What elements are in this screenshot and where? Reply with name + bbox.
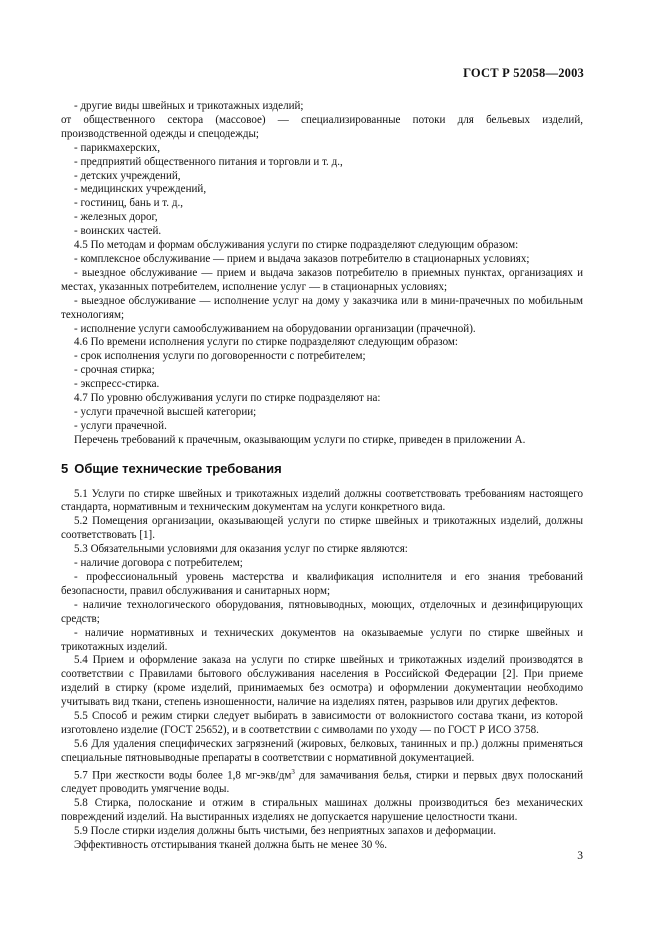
superscript: 3	[291, 767, 295, 776]
list-item: - железных дорог,	[74, 211, 158, 224]
list-item: - парикмахерских,	[74, 141, 161, 154]
section-title: Общие технические требования	[74, 460, 282, 476]
standard-header: ГОСТ Р 52058—2003	[463, 66, 584, 80]
section-5-body	[61, 488, 583, 853]
list-item: - наличие нормативных и технических документов на оказываемые услуги по стирке швейных и трикотажных изделий.	[61, 626, 583, 653]
list-item: - предприятий общественного питания и торговли и т. д.,	[74, 155, 343, 168]
paragraph: Перечень требований к прачечным, оказывающим услуги по стирке, приведен в приложении А.	[74, 433, 526, 446]
list-item: - детских учреждений,	[74, 169, 181, 182]
section-4-continuation	[61, 100, 583, 448]
section-5-heading	[61, 462, 583, 476]
list-item: - комплексное обслуживание — прием и выдача заказов потребителю в стационарных условиях;	[74, 252, 530, 265]
list-item: - срок исполнения услуги по договоренности с потребителем;	[74, 350, 366, 363]
list-item: - медицинских учреждений,	[74, 183, 207, 196]
clause-text: 5.7 При жесткости воды более 1,8 мг-экв/дм	[74, 769, 292, 782]
list-item: - наличие договора с потребителем;	[74, 557, 243, 570]
list-item: - выездное обслуживание — прием и выдача заказов потребителю в приемных пунктах, организациях и местах, указанных потребителем, исполнение услуг — в стационарных условиях;	[61, 266, 583, 293]
paragraph: от общественного сектора (массовое) — специализированные потоки для бельевых изделий, производственной одежды и спецодежды;	[61, 113, 583, 140]
list-item: - исполнение услуги самообслуживанием на оборудовании организации (прачечной).	[74, 322, 476, 335]
list-item: - профессиональный уровень мастерства и квалификация исполнителя и его знания требований безопасности, правил обслуживания и санитарных норм;	[61, 571, 583, 597]
clause-5-8: 5.8 Стирка, полоскание и отжим в стиральных машинах должны производиться без механических повреждений изделий. На выстиранных изделиях не допускается нарушение целостности ткани.	[61, 797, 583, 824]
clause-5-1: 5.1 Услуги по стирке швейных и трикотажных изделий должны соответствовать требованиям настоящего стандарта, нормативным и техническим документам на услуги конкретного вида.	[61, 487, 583, 514]
document-body	[61, 100, 583, 853]
clause-5-7	[61, 766, 583, 797]
paragraph: Эффективность отстирывания тканей должна быть не менее 30 %.	[74, 838, 387, 851]
page-number: 3	[577, 850, 583, 862]
list-item: - другие виды швейных и трикотажных изделий;	[74, 100, 304, 112]
clause-text: для замачивания белья, стирки и первых двух полосканий следует проводить умягчение воды.	[61, 769, 584, 796]
list-item: - гостиниц, бань и т. д.,	[74, 197, 183, 210]
list-item: - экспресс-стирка.	[74, 378, 160, 391]
clause-5-4: 5.4 Прием и оформление заказа на услуги по стирке швейных и трикотажных изделий производятся в соответствии с Правилами бытового обслуживания населения в Российской Федерации [2]. При приеме изделий в стирку (кроме изделий, принимаемых без осмотра) и оформлении документации необходимо учитывать вид ткани, степень изношенности, наличие на изделиях пятен, разрывов или других дефектов.	[61, 654, 583, 709]
clause-4-5: 4.5 По методам и формам обслуживания услуги по стирке подразделяют следующим образом:	[74, 239, 519, 252]
list-item: - срочная стирка;	[74, 364, 155, 377]
clause-5-9: 5.9 После стирки изделия должны быть чистыми, без неприятных запахов и деформации.	[74, 824, 497, 837]
clause-5-5: 5.5 Способ и режим стирки следует выбирать в зависимости от волокнистого состава ткани, из которой изготовлено изделие (ГОСТ 25652), и в соответствии с символами по уходу — по ГОСТ Р ИСО 3758.	[61, 710, 583, 736]
list-item: - наличие технологического оборудования, пятновыводных, моющих, отделочных и дезинфицирующих средств;	[61, 598, 583, 625]
list-item: - выездное обслуживание — исполнение услуг на дому у заказчика или в мини-прачечных по мобильным технологиям;	[61, 294, 583, 321]
list-item: - услуги прачечной.	[74, 419, 167, 432]
list-item: - услуги прачечной высшей категории;	[74, 405, 257, 418]
clause-5-3: 5.3 Обязательными условиями для оказания услуг по стирке являются:	[74, 543, 408, 556]
section-number: 5	[61, 460, 69, 476]
clause-5-6: 5.6 Для удаления специфических загрязнений (жировых, белковых, танинных и пр.) должны применяться специальные пятновыводные препараты в соответствии с нормативной документацией.	[61, 737, 583, 764]
clause-4-6: 4.6 По времени исполнения услуги по стирке подразделяют следующим образом:	[74, 336, 458, 349]
list-item: - воинских частей.	[74, 225, 162, 238]
clause-4-7: 4.7 По уровню обслуживания услуги по стирке подразделяют на:	[74, 392, 381, 405]
clause-5-2: 5.2 Помещения организации, оказывающей услуги по стирке швейных и трикотажных изделий, должны соответствовать [1].	[61, 515, 583, 542]
